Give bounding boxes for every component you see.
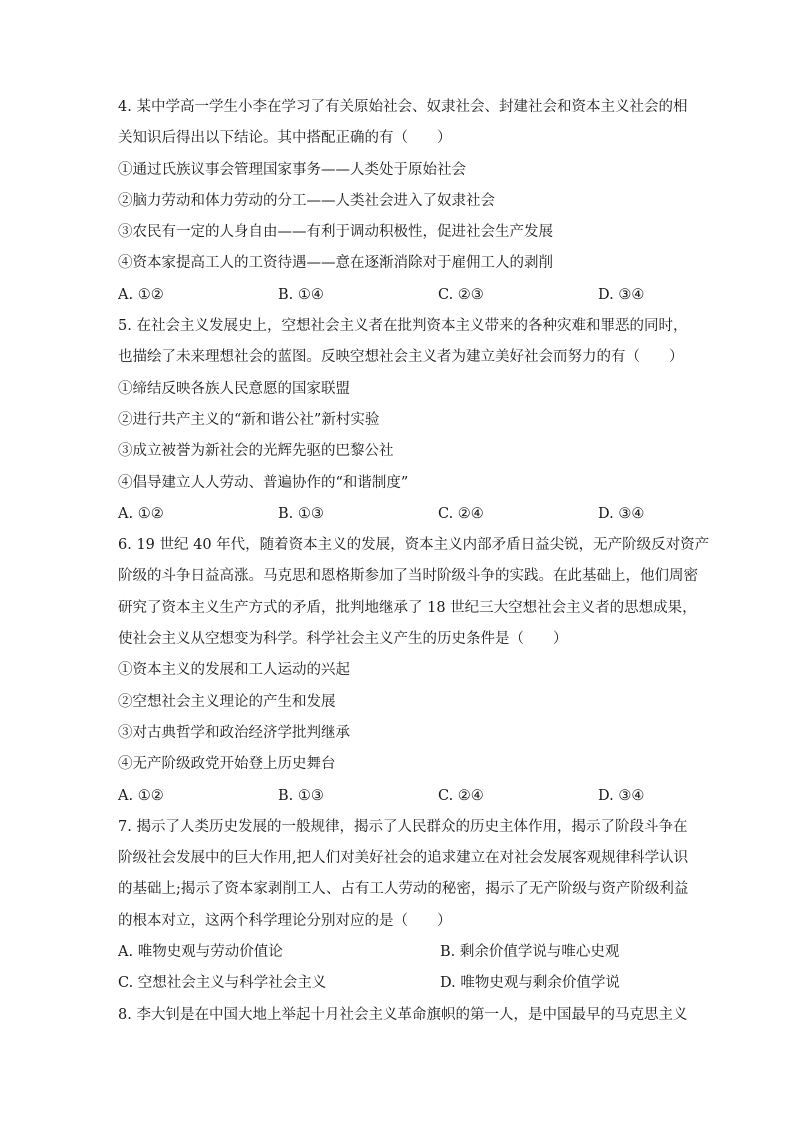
question-stem: 5. 在社会主义发展史上，空想社会主义者在批判资本主义带来的各种灾难和罪恶的同时， — [118, 318, 688, 335]
answer-options-row — [118, 942, 678, 962]
question-4 — [118, 97, 688, 305]
option-a: A. ①② — [118, 505, 164, 522]
question-6 — [118, 535, 710, 805]
option-a: A. ①② — [118, 787, 164, 804]
answer-options — [118, 786, 678, 806]
answer-options — [118, 504, 678, 524]
statement-item: ③农民有一定的人身自由——有利于调动积极性，促进社会生产发展 — [118, 224, 553, 241]
statement-item: ①通过氏族议事会管理国家事务——人类处于原始社会 — [118, 161, 466, 178]
option-d: D. ③④ — [598, 286, 645, 303]
option-d: D. ③④ — [598, 787, 645, 804]
option-d: D. ③④ — [598, 505, 645, 522]
question-stem: 研究了资本主义生产方式的矛盾，批判地继承了 18 世纪三大空想社会主义者的思想成果， — [118, 599, 697, 616]
option-a: A. ①② — [118, 286, 164, 303]
statement-item: ②脑力劳动和体力劳动的分工——人类社会进入了奴隶社会 — [118, 192, 495, 209]
question-stem: 阶级的斗争日益高涨。马克思和恩格斯参加了当时阶级斗争的实践。在此基础上，他们周密 — [118, 568, 698, 585]
exam-page — [118, 97, 710, 1036]
statement-item: ②进行共产主义的“新和谐公社”新村实验 — [118, 411, 380, 428]
question-7 — [118, 817, 689, 993]
option-b: B. ①③ — [278, 787, 324, 804]
option-a: A. 唯物史观与劳动价值论 — [118, 944, 283, 961]
statement-item: ④倡导建立人人劳动、普遍协作的“和谐制度” — [118, 474, 409, 491]
option-b: B. ①④ — [278, 286, 324, 303]
answer-options — [118, 285, 678, 305]
question-stem: 7. 揭示了人类历史发展的一般规律，揭示了人民群众的历史主体作用，揭示了阶段斗争在 — [118, 818, 688, 835]
question-stem: 6. 19 世纪 40 年代，随着资本主义的发展，资本主义内部矛盾日益尖锐，无产阶级反对资产 — [118, 537, 710, 554]
answer-options-row — [118, 973, 678, 993]
question-5 — [118, 316, 688, 524]
question-stem: 关知识后得出以下结论。其中搭配正确的有（ ） — [118, 130, 452, 147]
question-stem: 的根本对立，这两个科学理论分别对应的是（ ） — [118, 912, 452, 929]
statement-item: ③对古典哲学和政治经济学批判继承 — [118, 724, 350, 741]
statement-item: ③成立被誉为新社会的光辉先驱的巴黎公社 — [118, 443, 394, 460]
question-stem: 4. 某中学高一学生小李在学习了有关原始社会、奴隶社会、封建社会和资本主义社会的相 — [118, 99, 688, 115]
question-stem: 也描绘了未来理想社会的蓝图。反映空想社会主义者为建立美好社会而努力的有（ ） — [118, 349, 684, 366]
statement-item: ①缔结反映各族人民意愿的国家联盟 — [118, 380, 350, 397]
question-8 — [118, 1005, 688, 1025]
statement-item: ④资本家提高工人的工资待遇——意在逐渐消除对于雇佣工人的剥削 — [118, 255, 553, 272]
statement-item: ④无产阶级政党开始登上历史舞台 — [118, 756, 336, 773]
question-stem: 阶级社会发展中的巨大作用,把人们对美好社会的追求建立在对社会发展客观规律科学认识 — [118, 850, 689, 867]
question-stem: 使社会主义从空想变为科学。科学社会主义产生的历史条件是（ ） — [118, 631, 568, 648]
option-d: D. 唯物史观与剩余价值学说 — [440, 975, 620, 992]
option-b: B. ①③ — [278, 505, 324, 522]
option-c: C. ②④ — [438, 505, 484, 522]
statement-item: ①资本主义的发展和工人运动的兴起 — [118, 662, 350, 679]
question-stem: 的基础上;揭示了资本家剥削工人、占有工人劳动的秘密，揭示了无产阶级与资产阶级利益 — [118, 881, 689, 898]
question-stem: 8. 李大钊是在中国大地上举起十月社会主义革命旗帜的第一人，是中国最早的马克思主义 — [118, 1006, 688, 1023]
statement-item: ②空想社会主义理论的产生和发展 — [118, 693, 336, 710]
option-c: C. 空想社会主义与科学社会主义 — [118, 975, 327, 992]
option-b: B. 剩余价值学说与唯心史观 — [440, 944, 620, 961]
option-c: C. ②③ — [438, 286, 484, 303]
option-c: C. ②④ — [438, 787, 484, 804]
